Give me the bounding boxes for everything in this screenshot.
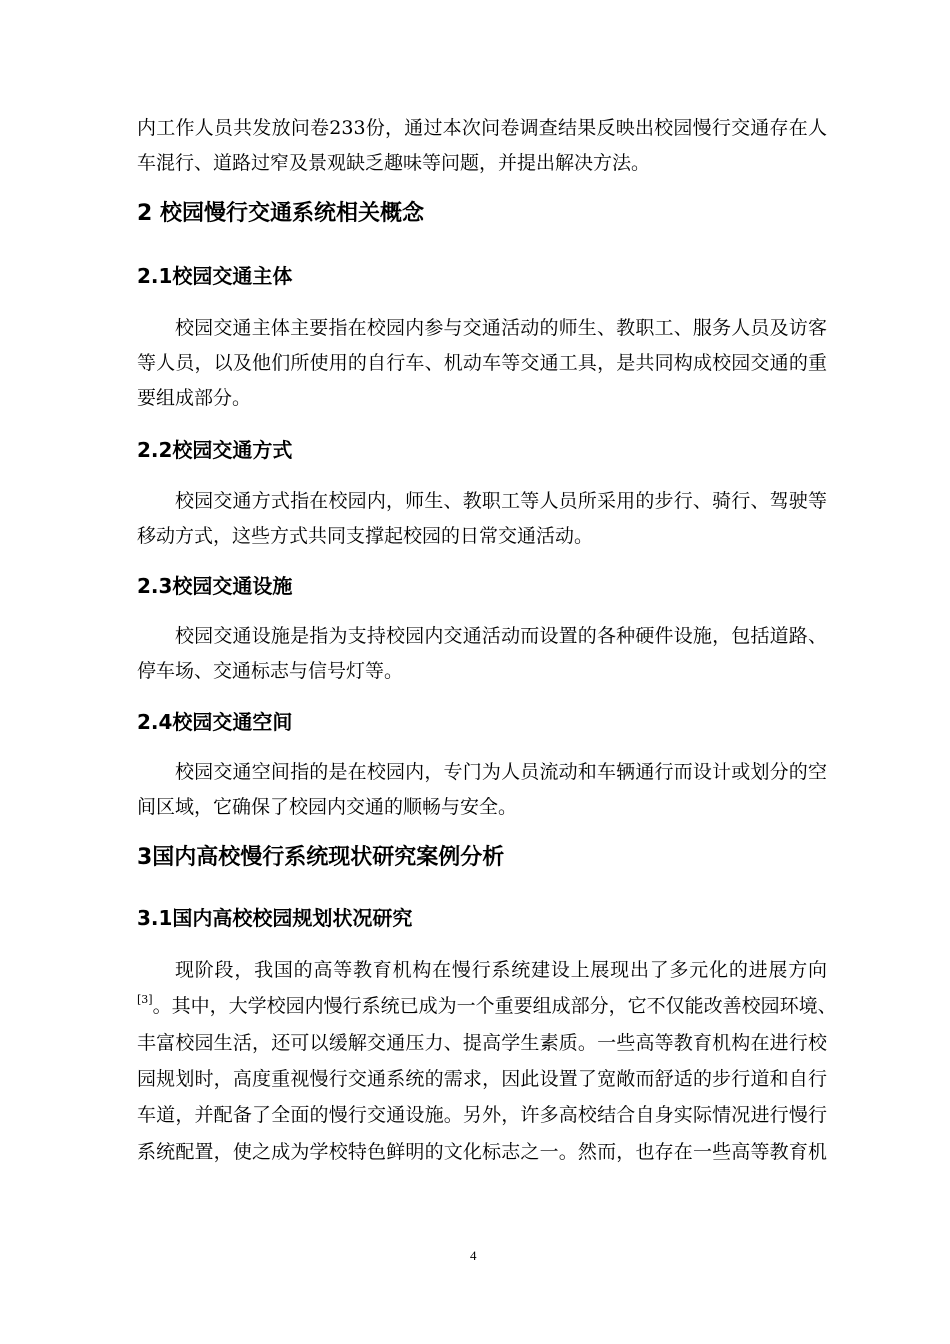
subsection-heading: 3.1国内高校校园规划状况研究: [137, 906, 413, 930]
paragraph-line: 校园交通主体主要指在校园内参与交通活动的师生、教职工、服务人员及访客: [175, 317, 827, 339]
subsection-heading: 2.4校园交通空间: [137, 710, 293, 734]
paragraph-line: 间区域，它确保了校园内交通的顺畅与安全。: [137, 796, 518, 818]
paragraph-line: 园规划时，高度重视慢行交通系统的需求，因此设置了宽敞而舒适的步行道和自行: [137, 1068, 827, 1090]
page-number: 4: [470, 1248, 477, 1263]
paragraph-line: 丰富校园生活，还可以缓解交通压力、提高学生素质。一些高等教育机构在进行校: [137, 1032, 827, 1054]
paragraph-line: 校园交通方式指在校园内，师生、教职工等人员所采用的步行、骑行、驾驶等: [175, 490, 827, 512]
subsection-heading: 2.3校园交通设施: [137, 574, 293, 598]
paragraph-line: 校园交通空间指的是在校园内，专门为人员流动和车辆通行而设计或划分的空: [175, 761, 827, 783]
subsection-heading: 2.1校园交通主体: [137, 264, 293, 288]
paragraph-line: 停车场、交通标志与信号灯等。: [137, 660, 404, 682]
paragraph-line: [137, 993, 837, 1018]
paragraph-line-text: 。其中，大学校园内慢行系统已成为一个重要组成部分，它不仅能改善校园环境、: [152, 995, 837, 1017]
paragraph-line: 车道，并配备了全面的慢行交通设施。另外，许多高校结合自身实际情况进行慢行: [137, 1104, 827, 1126]
paragraph-line: 要组成部分。: [137, 387, 252, 409]
paragraph-line: 校园交通设施是指为支持校园内交通活动而设置的各种硬件设施，包括道路、: [175, 625, 827, 647]
paragraph-line: 现阶段，我国的高等教育机构在慢行系统建设上展现出了多元化的进展方向: [175, 959, 827, 981]
subsection-heading: 2.2校园交通方式: [137, 438, 293, 462]
section-heading: 3国内高校慢行系统现状研究案例分析: [137, 845, 505, 870]
paragraph-line: 内工作人员共发放问卷233份，通过本次问卷调查结果反映出校园慢行交通存在人: [137, 117, 827, 139]
paragraph-line: 移动方式，这些方式共同支撑起校园的日常交通活动。: [137, 525, 594, 547]
paragraph-line: 等人员，以及他们所使用的自行车、机动车等交通工具，是共同构成校园交通的重: [137, 352, 827, 374]
section-heading: 2 校园慢行交通系统相关概念: [137, 201, 424, 226]
paragraph-line: 系统配置，使之成为学校特色鲜明的文化标志之一。然而，也存在一些高等教育机: [137, 1141, 827, 1163]
paragraph-line: 车混行、道路过窄及景观缺乏趣味等问题，并提出解决方法。: [137, 152, 651, 174]
citation[interactable]: [3]: [137, 993, 153, 1006]
